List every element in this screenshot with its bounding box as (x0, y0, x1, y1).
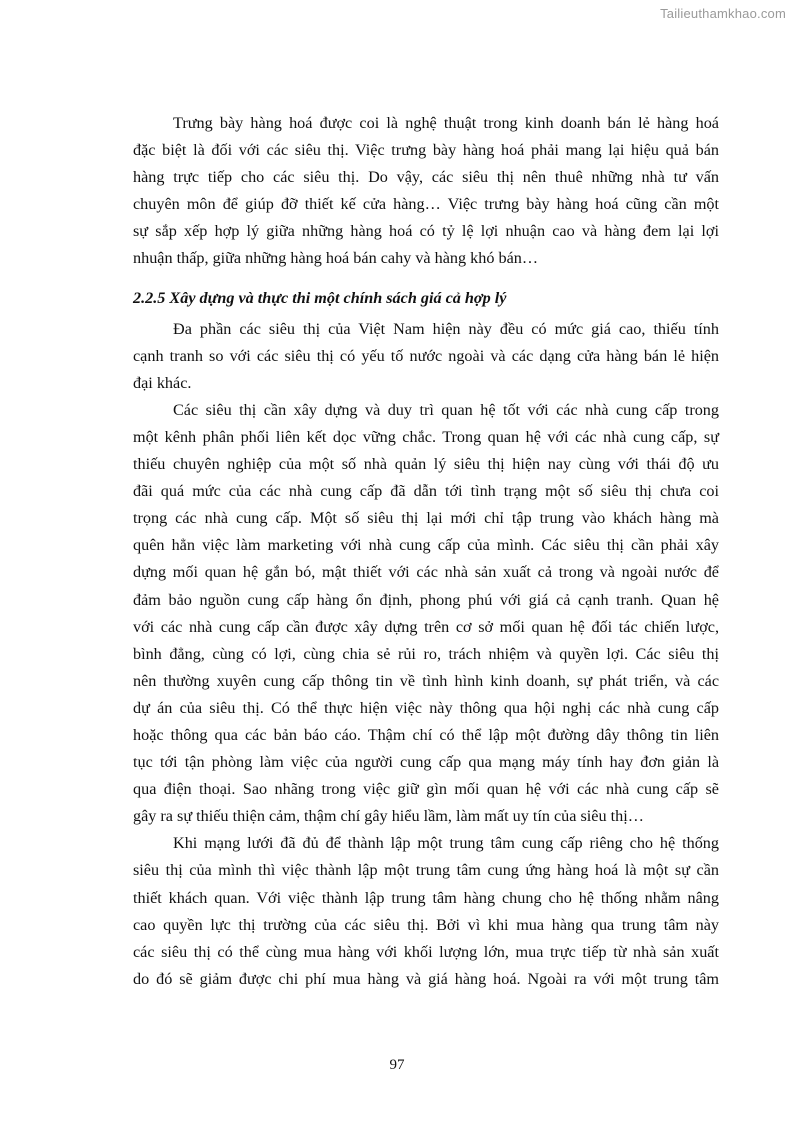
text-line: Trưng bày hàng hoá được coi là nghệ thuật trong kinh doanh bán lẻ hàng hoá (173, 114, 719, 132)
text-line: hàng trực tiếp cho các siêu thị. Do vậy, các siêu thị nên thuê những nhà tư vấn (133, 168, 719, 187)
text-line: siêu thị của mình thì việc thành lập một trung tâm cung ứng hàng hoá là một sự cần (133, 861, 719, 880)
paragraph-group-main (133, 316, 719, 993)
paragraph (133, 110, 719, 273)
text-line: hoặc thông qua các bản báo cáo. Thậm chí có thể lập một đường dây thông tin liên (133, 725, 719, 744)
text-line: nên thường xuyên cung cấp thông tin về tình hình kinh doanh, sự phát triển, và các (133, 671, 719, 690)
text-line: đại khác. (133, 373, 192, 392)
text-line: cao quyền lực thị trường của các siêu thị. Bởi vì khi mua hàng qua trung tâm này (133, 915, 719, 934)
page-content (133, 110, 719, 993)
text-line: dự án của siêu thị. Có thể thực hiện việc này thông qua hội nghị các nhà cung cấp (133, 698, 719, 717)
text-line: đảm bảo nguồn cung cấp hàng ổn định, phong phú với giá cả cạnh tranh. Quan hệ (133, 590, 719, 609)
text-line: cạnh tranh so với các siêu thị có yếu tố nước ngoài và các dạng cửa hàng bán lẻ hiện (133, 346, 719, 365)
text-line: quên hẳn việc làm marketing với nhà cung cấp của mình. Các siêu thị cần phải xây (133, 536, 719, 555)
text-line: bình đẳng, cùng có lợi, cùng chia sẻ rủi ro, trách nhiệm và quyền lợi. Các siêu thị (133, 644, 719, 663)
text-line: nhuận thấp, giữa những hàng hoá bán cahy và hàng khó bán… (133, 249, 539, 268)
section-heading: 2.2.5 Xây dựng và thực thi một chính sách giá cả hợp lý (133, 288, 507, 307)
page-number: 97 (389, 1057, 405, 1073)
text-line: đãi quá mức của các nhà cung cấp đã dẫn tới tình trạng một số siêu thị chưa coi (133, 482, 719, 501)
watermark: Tailieuthamkhao.com (660, 6, 786, 21)
text-line: Đa phần các siêu thị của Việt Nam hiện này đều có mức giá cao, thiếu tính (173, 319, 719, 338)
paragraph (133, 397, 719, 831)
paragraph (133, 830, 719, 993)
text-line: qua điện thoại. Sao nhãng trong việc giữ gìn mối quan hệ với các nhà cung cấp sẽ (133, 780, 719, 799)
text-line: gây ra sự thiếu thiện cảm, thậm chí gây hiểu lầm, làm mất uy tín của siêu thị… (133, 807, 644, 826)
text-line: các siêu thị có thể cùng mua hàng với khối lượng lớn, mua trực tiếp từ nhà sản xuất (133, 942, 719, 961)
text-line: sự sắp xếp hợp lý giữa những hàng hoá có tỷ lệ lợi nhuận cao và hàng đem lại lợi (133, 222, 719, 241)
paragraph (133, 316, 719, 397)
text-line: với các nhà cung cấp cần được xây dựng trên cơ sở mối quan hệ đối tác chiến lược, (133, 617, 719, 636)
text-line: một kênh phân phối liên kết dọc vững chắc. Trong quan hệ với các nhà cung cấp, sự (133, 427, 719, 446)
text-line: dựng mối quan hệ gắn bó, mật thiết với các nhà sản xuất cả trong và ngoài nước để (133, 563, 719, 582)
text-line: thiết khách quan. Với việc thành lập trung tâm hàng chung cho hệ thống nhằm nâng (133, 888, 719, 907)
text-line: Các siêu thị cần xây dựng và duy trì quan hệ tốt với các nhà cung cấp trong (173, 400, 719, 419)
text-line: Khi mạng lưới đã đủ để thành lập một trung tâm cung cấp riêng cho hệ thống (173, 834, 719, 853)
text-line: thiếu chuyên nghiệp của một số nhà quản lý siêu thị hiện nay cùng với thái độ ưu (133, 455, 719, 474)
text-line: chuyên môn để giúp đỡ thiết kế cửa hàng… Việc trưng bày hàng hoá cũng cần một (133, 195, 719, 214)
paragraph-group-intro (133, 110, 719, 273)
text-line: tục tới tận phòng làm việc của người cung cấp qua mạng máy tính hay đơn giản là (133, 753, 719, 772)
text-line: đặc biệt là đối với các siêu thị. Việc trưng bày hàng hoá phải mang lại hiệu quả bán (133, 141, 719, 160)
text-line: trọng các nhà cung cấp. Một số siêu thị lại mới chỉ tập trung vào khách hàng mà (133, 509, 719, 528)
text-line: do đó sẽ giảm được chi phí mua hàng và giá hàng hoá. Ngoài ra với một trung tâm (133, 969, 719, 988)
